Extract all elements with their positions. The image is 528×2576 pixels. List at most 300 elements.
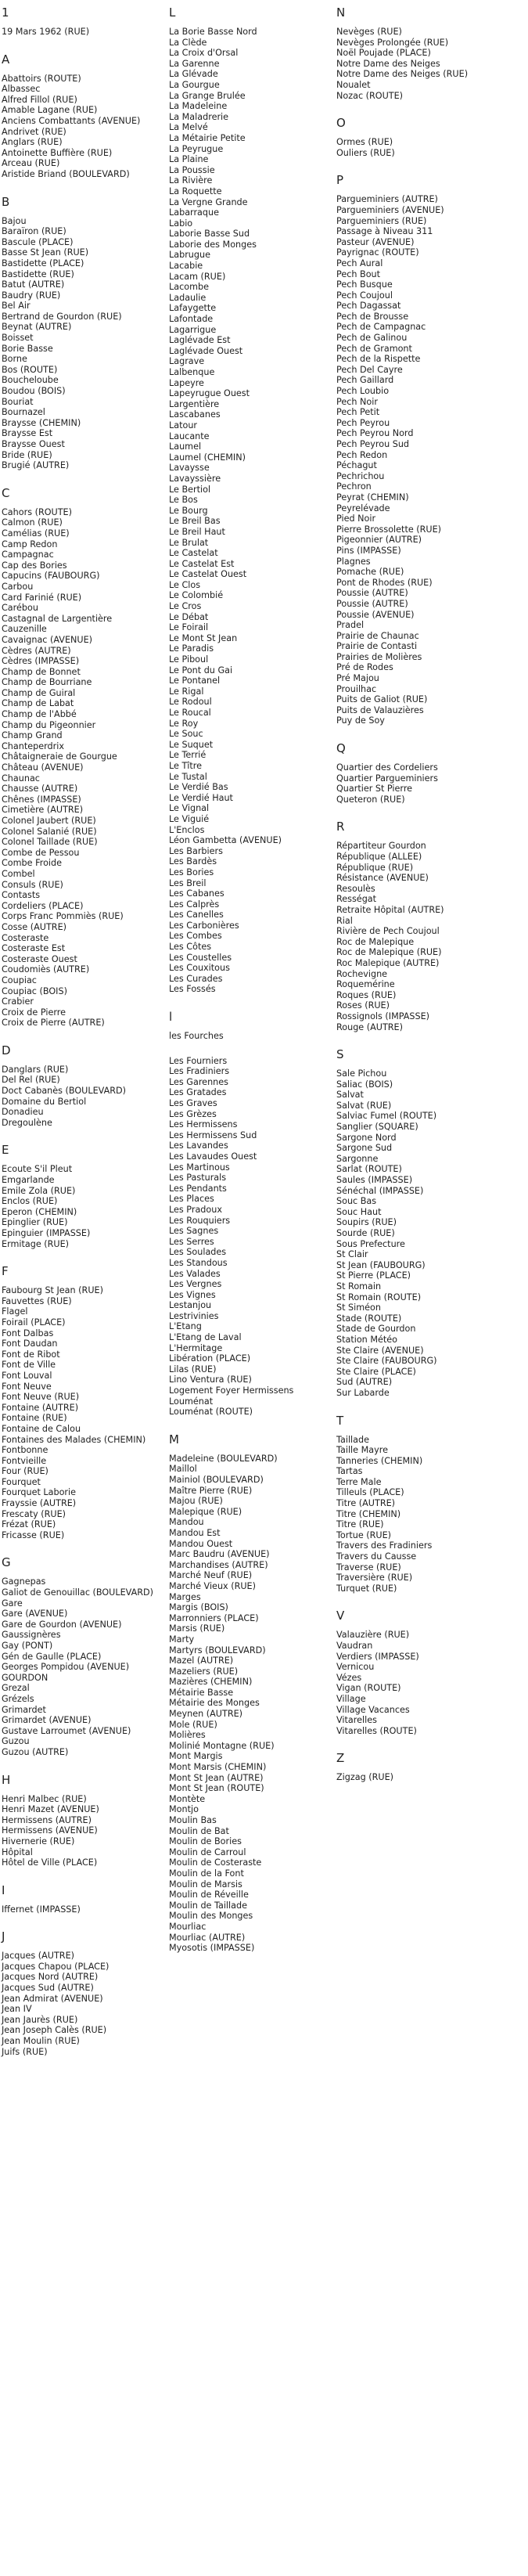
letter-section <box>169 1056 333 1418</box>
street-name: Myosotis (IMPASSE) <box>169 1943 255 1954</box>
street-name: Pré de Rodes <box>336 662 393 673</box>
street-name: Prairie de Contasti <box>336 641 418 652</box>
street-name: Le Pont du Gai <box>169 665 233 676</box>
street-name: Châtaigneraie de Gourgue <box>2 751 117 762</box>
street-name: Turquet (RUE) <box>336 1583 397 1594</box>
street-name: Abattoirs (ROUTE) <box>2 73 81 84</box>
street-name: Lapeyre <box>169 377 204 388</box>
street-name: Puits de Galiot (RUE) <box>336 694 428 705</box>
street-name: Marsis (RUE) <box>169 1623 225 1634</box>
street-name: Grézels <box>2 1693 34 1704</box>
letter-section <box>336 819 524 1032</box>
street-list <box>2 216 166 471</box>
letter-section <box>169 1432 333 1954</box>
street-name: Basse St Jean (RUE) <box>2 247 89 258</box>
street-name: Roc Malepique (AUTRE) <box>336 957 440 968</box>
street-name: Montjo <box>169 1804 199 1815</box>
street-name: Stade de Gourdon <box>336 1324 416 1335</box>
street-name: Pech Busque <box>336 279 393 290</box>
street-name: GOURDON <box>2 1672 48 1683</box>
street-name: Corps Franc Pommiès (RUE) <box>2 911 124 922</box>
street-name: Louménat <box>169 1396 214 1407</box>
street-name: Poussie (AUTRE) <box>336 598 408 609</box>
street-name: Crabier <box>2 996 34 1007</box>
street-name: Les Canelles <box>169 910 224 921</box>
section-letter: I <box>2 1882 5 1897</box>
street-name: Font Neuve (RUE) <box>2 1392 80 1403</box>
street-name: Bajou <box>2 215 27 226</box>
street-name: Le Roy <box>169 718 199 729</box>
street-name: Moulin Bas <box>169 1815 217 1825</box>
street-name: Chanteperdrix <box>2 740 64 751</box>
section-letter: T <box>336 1413 344 1428</box>
street-name: Andrivet (RUE) <box>2 126 66 137</box>
street-list <box>336 194 524 726</box>
street-name: Mont Marsis (CHEMIN) <box>169 1762 267 1773</box>
street-name: Le Breil Haut <box>169 526 225 537</box>
street-list <box>336 1772 524 1783</box>
street-name: Logement Foyer Hermissens <box>169 1385 294 1396</box>
street-name: Ste Claire (PLACE) <box>336 1366 416 1377</box>
street-list <box>2 1794 166 1868</box>
street-name: Le Rodoul <box>169 697 212 708</box>
street-name: Campagnac <box>2 549 54 560</box>
letter-section <box>336 5 524 101</box>
street-name: Le Pontanel <box>169 676 221 686</box>
street-name: Les Serres <box>169 1236 214 1247</box>
street-name: Moulin de Marsis <box>169 1879 242 1890</box>
letter-section <box>169 5 333 995</box>
street-name: Champ du Pigeonnier <box>2 719 96 730</box>
letter-section <box>336 115 524 158</box>
street-name: Les Places <box>169 1194 214 1205</box>
street-name: Majou (RUE) <box>169 1496 223 1507</box>
letter-section <box>2 1263 166 1540</box>
street-list <box>2 1285 166 1540</box>
street-name: Titre (CHEMIN) <box>336 1508 401 1519</box>
section-letter: F <box>2 1264 9 1279</box>
street-name: Noualet <box>336 79 371 90</box>
street-name: St Siméon <box>336 1302 381 1313</box>
street-name: Roc de Malepique (RUE) <box>336 947 442 958</box>
street-name: Madeleine (BOULEVARD) <box>169 1453 278 1464</box>
street-name: L'Enclos <box>169 824 205 835</box>
street-name: Fontaines des Malades (CHEMIN) <box>2 1434 146 1445</box>
street-name: Mazières (CHEMIN) <box>169 1677 253 1688</box>
street-name: Largentière <box>169 398 220 409</box>
section-letter: P <box>336 173 344 188</box>
street-name: Pech de Brousse <box>336 311 409 322</box>
street-name: Pech Peyrou Sud <box>336 439 410 449</box>
street-name: Titre (RUE) <box>336 1519 384 1530</box>
street-name: Guzou (AUTRE) <box>2 1746 69 1757</box>
street-name: Bouriat <box>2 396 34 407</box>
street-name: Lafaygette <box>169 303 217 314</box>
street-name: Champ Grand <box>2 730 63 741</box>
street-name: Rivière de Pech Coujoul <box>336 926 440 937</box>
street-name: Carébou <box>2 603 38 614</box>
street-name: Sargonne <box>336 1153 379 1164</box>
street-name: Moulin de Taillade <box>169 1900 247 1911</box>
street-name: La Croix d'Orsal <box>169 48 239 59</box>
street-list <box>336 27 524 101</box>
street-name: Ste Claire (AVENUE) <box>336 1345 424 1356</box>
street-name: Jean Moulin (RUE) <box>2 2036 80 2047</box>
street-list <box>336 137 524 158</box>
street-name: Marc Baudru (AVENUE) <box>169 1549 270 1560</box>
street-name: Fontbonne <box>2 1445 48 1456</box>
street-name: Pech Loubio <box>336 386 390 397</box>
street-name: Louménat (ROUTE) <box>169 1407 253 1418</box>
street-name: Tortue (RUE) <box>336 1529 392 1540</box>
street-name: Sud (AUTRE) <box>336 1377 393 1388</box>
street-name: Puy de Soy <box>336 715 385 726</box>
street-name: Les Combes <box>169 931 222 942</box>
letter-section <box>2 1929 166 2057</box>
street-name: Moulin de Réveille <box>169 1890 249 1900</box>
street-name: Le Piboul <box>169 654 209 665</box>
street-name: Valauzière (RUE) <box>336 1630 410 1641</box>
street-name: Fauvettes (RUE) <box>2 1295 72 1306</box>
street-name: Le Brulat <box>169 537 209 548</box>
section-letter: B <box>2 194 10 209</box>
street-name: Pins (IMPASSE) <box>336 545 401 556</box>
street-name: Les Lavaudes Ouest <box>169 1151 257 1162</box>
street-name: Poussie (AUTRE) <box>336 588 408 599</box>
street-list <box>336 841 524 1032</box>
street-name: Sous Prefecture <box>336 1238 405 1249</box>
street-name: Ormes (RUE) <box>336 137 393 148</box>
street-name: La Roquette <box>169 186 222 196</box>
section-letter: H <box>2 1772 11 1787</box>
street-name: Le Souc <box>169 729 203 740</box>
street-name: Le Tustal <box>169 771 207 782</box>
street-name: Jacques Chapou (PLACE) <box>2 1961 110 1972</box>
street-name: Costeraste <box>2 932 49 943</box>
street-name: Le Castelat <box>169 548 218 559</box>
street-name: Métairie Basse <box>169 1687 234 1698</box>
street-name: Le Verdié Haut <box>169 792 233 803</box>
street-name: Moulin de Bories <box>169 1836 242 1847</box>
letter-section <box>169 1009 333 1042</box>
street-name: Pradel <box>336 620 365 631</box>
street-list <box>169 1056 333 1418</box>
letter-section <box>336 1750 524 1783</box>
street-name: Résistance (AVENUE) <box>336 873 429 884</box>
section-letter: E <box>2 1143 9 1158</box>
letter-section <box>336 740 524 805</box>
street-name: Pargueminiers (AVENUE) <box>336 204 444 215</box>
street-name: Contasts <box>2 890 41 901</box>
street-name: Jean Admirat (AVENUE) <box>2 1993 103 2004</box>
street-name: Le Terrié <box>169 750 207 761</box>
street-name: Jean Jaurès (RUE) <box>2 2014 78 2025</box>
street-name: Nozac (ROUTE) <box>336 90 404 101</box>
section-letter: N <box>336 5 346 20</box>
street-name: Lafontade <box>169 314 214 325</box>
street-name: Les Cabanes <box>169 888 224 899</box>
street-name: Combe Froide <box>2 858 63 869</box>
street-name: Brugié (AUTRE) <box>2 460 70 471</box>
street-name: Jacques (AUTRE) <box>2 1951 75 1962</box>
street-name: Le Débat <box>169 611 209 622</box>
street-name: Henri Malbec (RUE) <box>2 1793 87 1804</box>
street-name: L'Etang de Laval <box>169 1332 242 1343</box>
street-name: Molières <box>169 1730 206 1741</box>
street-name: La Gourgue <box>169 79 220 90</box>
street-name: Hôtel de Ville (PLACE) <box>2 1857 98 1868</box>
section-letter: O <box>336 116 346 131</box>
street-name: Labarraque <box>169 207 219 218</box>
street-name: Pechron <box>336 481 372 492</box>
street-name: Vaudran <box>336 1641 373 1651</box>
street-name: Font Louval <box>2 1370 52 1381</box>
street-name: Hermissens (AVENUE) <box>2 1825 98 1836</box>
street-name: Passage à Niveau 311 <box>336 226 433 237</box>
street-name: Les Carbonières <box>169 920 239 931</box>
section-letter: A <box>2 52 10 67</box>
section-letter: L <box>169 5 176 20</box>
street-name: Les Vergnes <box>169 1279 222 1290</box>
street-name: Tartas <box>336 1466 363 1477</box>
street-name: Chausse (AUTRE) <box>2 784 78 794</box>
street-name: Fontvieille <box>2 1455 47 1466</box>
street-name: Mourliac (AUTRE) <box>169 1932 246 1943</box>
street-name: La Maladrerie <box>169 111 229 122</box>
street-list <box>2 1576 166 1757</box>
street-list <box>2 27 166 38</box>
street-name: Péchagut <box>336 460 377 471</box>
street-name: Resoulès <box>336 883 375 894</box>
street-name: Roques (RUE) <box>336 989 397 1000</box>
street-name: Le Roucal <box>169 708 211 718</box>
street-name: Arceau (RUE) <box>2 158 60 169</box>
street-name: Sur Labarde <box>336 1387 390 1398</box>
street-name: Coudomiès (AUTRE) <box>2 964 90 975</box>
section-letter: G <box>2 1555 11 1570</box>
street-name: Font Neuve <box>2 1381 52 1392</box>
street-name: Croix de Pierre (AUTRE) <box>2 1018 105 1029</box>
street-name: Roc de Malepique <box>336 936 415 947</box>
street-name: Danglars (RUE) <box>2 1064 69 1075</box>
street-name: Mandou Ouest <box>169 1538 233 1549</box>
street-name: Vitarelles (ROUTE) <box>336 1725 417 1736</box>
street-name: Anciens Combattants (AVENUE) <box>2 115 141 126</box>
street-name: La Plaine <box>169 154 209 165</box>
street-name: Coupiac (BOIS) <box>2 985 67 996</box>
street-name: Retraite Hôpital (AUTRE) <box>336 904 444 915</box>
street-name: Pech Dagassat <box>336 301 401 312</box>
street-name: Le Viguié <box>169 813 210 824</box>
street-name: Les Côtes <box>169 942 212 953</box>
street-name: Marché Neuf (RUE) <box>169 1570 253 1581</box>
section-letter: R <box>336 820 345 834</box>
street-name: Salvat <box>336 1090 364 1101</box>
street-name: Henri Mazet (AVENUE) <box>2 1804 99 1815</box>
street-name: Salvat (RUE) <box>336 1100 392 1111</box>
street-name: Hivernerie (RUE) <box>2 1836 75 1846</box>
street-name: Combe de Pessou <box>2 847 80 858</box>
street-name: Mole (RUE) <box>169 1719 217 1730</box>
letter-section <box>2 5 166 38</box>
street-list <box>2 1951 166 2057</box>
street-name: Gare <box>2 1598 23 1609</box>
street-name: Pech de Campagnac <box>336 322 426 333</box>
street-name: Calmon (RUE) <box>2 517 63 528</box>
street-name: Le Bertiol <box>169 484 211 495</box>
street-name: Baraïron (RUE) <box>2 226 66 237</box>
street-name: Mont St Jean (ROUTE) <box>169 1783 264 1794</box>
letter-section <box>2 485 166 1029</box>
street-name: Marronniers (PLACE) <box>169 1612 259 1623</box>
street-name: Colonel Salanié (RUE) <box>2 826 97 837</box>
street-name: Donadieu <box>2 1107 44 1118</box>
street-name: Mont St Jean (AUTRE) <box>169 1772 264 1783</box>
street-name: Les Hermissens <box>169 1119 238 1130</box>
street-name: La Clède <box>169 37 207 48</box>
street-name: La Melvé <box>169 122 208 133</box>
street-name: Fontaine (AUTRE) <box>2 1402 79 1413</box>
street-name: Travers des Fradiniers <box>336 1540 433 1551</box>
street-name: Les Fossés <box>169 984 216 995</box>
street-name: Laborie Basse Sud <box>169 229 250 240</box>
street-name: Le Bourg <box>169 505 208 516</box>
street-name: Les Graves <box>169 1098 217 1108</box>
street-name: Ste Claire (FAUBOURG) <box>336 1356 437 1367</box>
street-name: Les Calprès <box>169 899 220 910</box>
street-name: Zigzag (RUE) <box>336 1772 394 1783</box>
street-name: Enclos (RUE) <box>2 1196 58 1207</box>
street-name: Cosse (AUTRE) <box>2 921 66 932</box>
street-name: Salviac Fumel (ROUTE) <box>336 1111 437 1122</box>
street-name: Tilleuls (PLACE) <box>336 1487 404 1498</box>
street-name: Moulin des Monges <box>169 1911 253 1922</box>
street-name: Les Pradoux <box>169 1204 222 1215</box>
street-name: Card Farinié (RUE) <box>2 592 82 603</box>
street-name: Fricasse (RUE) <box>2 1529 65 1540</box>
street-name: Gaussignères <box>2 1630 61 1641</box>
street-name: Chênes (IMPASSE) <box>2 794 81 805</box>
street-name: Moulin de Bat <box>169 1825 229 1836</box>
street-name: Les Fradiniers <box>169 1066 230 1077</box>
street-name: Pierre Brossolette (RUE) <box>336 524 442 535</box>
street-name: Mandou <box>169 1517 204 1528</box>
street-name: La Madeleine <box>169 101 228 112</box>
street-list <box>336 762 524 805</box>
letter-section <box>336 1608 524 1736</box>
street-name: Pech Coujoul <box>336 290 393 301</box>
street-name: Les Curades <box>169 973 223 984</box>
section-letter: M <box>169 1432 179 1447</box>
street-name: Font Daudan <box>2 1338 58 1349</box>
street-name: Epinglier (RUE) <box>2 1217 68 1228</box>
street-list <box>336 1630 524 1736</box>
street-name: Laborie des Monges <box>169 239 257 250</box>
street-name: Les Bardès <box>169 856 217 867</box>
street-list <box>336 1068 524 1398</box>
street-name: Bertrand de Gourdon (RUE) <box>2 311 122 322</box>
street-name: Lacombe <box>169 282 209 293</box>
street-name: Quartier St Pierre <box>336 784 413 794</box>
street-name: Lapeyrugue Ouest <box>169 388 250 399</box>
street-list <box>2 1065 166 1129</box>
street-name: Les Gratades <box>169 1087 227 1098</box>
street-name: Cèdres (IMPASSE) <box>2 656 80 667</box>
street-name: Les Garennes <box>169 1076 228 1087</box>
street-name: La Garenne <box>169 58 220 69</box>
street-name: Puits de Valauzières <box>336 704 424 715</box>
street-name: Hôpital <box>2 1846 33 1857</box>
section-letter: J <box>2 1929 5 1944</box>
street-name: Saliac (BOIS) <box>336 1079 393 1090</box>
street-name: Station Météo <box>336 1334 397 1345</box>
street-name: Gare de Gourdon (AVENUE) <box>2 1619 122 1630</box>
street-name: Gare (AVENUE) <box>2 1609 68 1619</box>
street-name: Stade (ROUTE) <box>336 1313 402 1324</box>
street-name: Cavaignac (AVENUE) <box>2 634 93 645</box>
street-name: La Vergne Grande <box>169 196 248 207</box>
street-name: Maître Pierre (RUE) <box>169 1485 253 1496</box>
street-name: Libération (PLACE) <box>169 1353 251 1364</box>
street-name: Notre Dame des Neiges <box>336 58 440 69</box>
street-name: Costeraste Est <box>2 943 66 954</box>
street-name: Montète <box>169 1793 206 1804</box>
street-name: les Fourches <box>169 1031 224 1042</box>
street-name: Antoinette Buffière (RUE) <box>2 147 113 158</box>
street-name: Le Verdié Bas <box>169 782 228 793</box>
street-name: Georges Pompidou (AVENUE) <box>2 1662 130 1673</box>
street-name: Pasteur (AVENUE) <box>336 236 415 247</box>
street-name: Prairie de Chaunac <box>336 630 419 641</box>
street-name: Les Fourniers <box>169 1055 228 1066</box>
street-name: St Romain (ROUTE) <box>336 1292 422 1302</box>
street-name: Le Castelat Est <box>169 558 235 569</box>
street-name: Souc Bas <box>336 1196 377 1207</box>
section-letter: l <box>169 1010 173 1025</box>
street-name: Les Hermissens Sud <box>169 1129 257 1140</box>
street-name: Aristide Briand (BOULEVARD) <box>2 168 130 179</box>
street-name: Fourquet Laborie <box>2 1487 77 1498</box>
section-letter: C <box>2 485 10 500</box>
street-name: Colonel Taillade (RUE) <box>2 837 98 848</box>
street-name: Lavaysse <box>169 463 210 474</box>
street-name: Alfred Fillol (RUE) <box>2 94 77 105</box>
street-name: Cimetière (AUTRE) <box>2 805 84 816</box>
street-name: Sanglier (SQUARE) <box>336 1122 418 1133</box>
street-name: Léon Gambetta (AVENUE) <box>169 835 282 846</box>
street-name: Sargone Nord <box>336 1132 397 1143</box>
street-name: Champ de Guiral <box>2 687 76 698</box>
street-name: Pech Petit <box>336 407 380 418</box>
street-name: Le Clos <box>169 579 201 590</box>
street-name: Ermitage (RUE) <box>2 1238 70 1249</box>
street-name: Labrugue <box>169 250 210 261</box>
street-name: Grimardet <box>2 1704 46 1715</box>
street-name: La Borie Basse Nord <box>169 27 257 37</box>
section-letter: 1 <box>2 5 9 20</box>
street-name: Saules (IMPASSE) <box>336 1175 413 1186</box>
street-name: Champ de Bourriane <box>2 677 92 688</box>
street-name: Capucins (FAUBOURG) <box>2 571 100 582</box>
street-name: Traverse (RUE) <box>336 1562 401 1573</box>
street-name: Le Suquet <box>169 739 214 750</box>
street-name: Frescaty (RUE) <box>2 1508 66 1519</box>
street-name: Meynen (AUTRE) <box>169 1709 243 1720</box>
street-name: Combel <box>2 868 35 879</box>
street-name: Martyrs (BOULEVARD) <box>169 1645 266 1655</box>
street-name: Verdiers (IMPASSE) <box>336 1651 419 1662</box>
street-name: Emgarlande <box>2 1175 55 1186</box>
